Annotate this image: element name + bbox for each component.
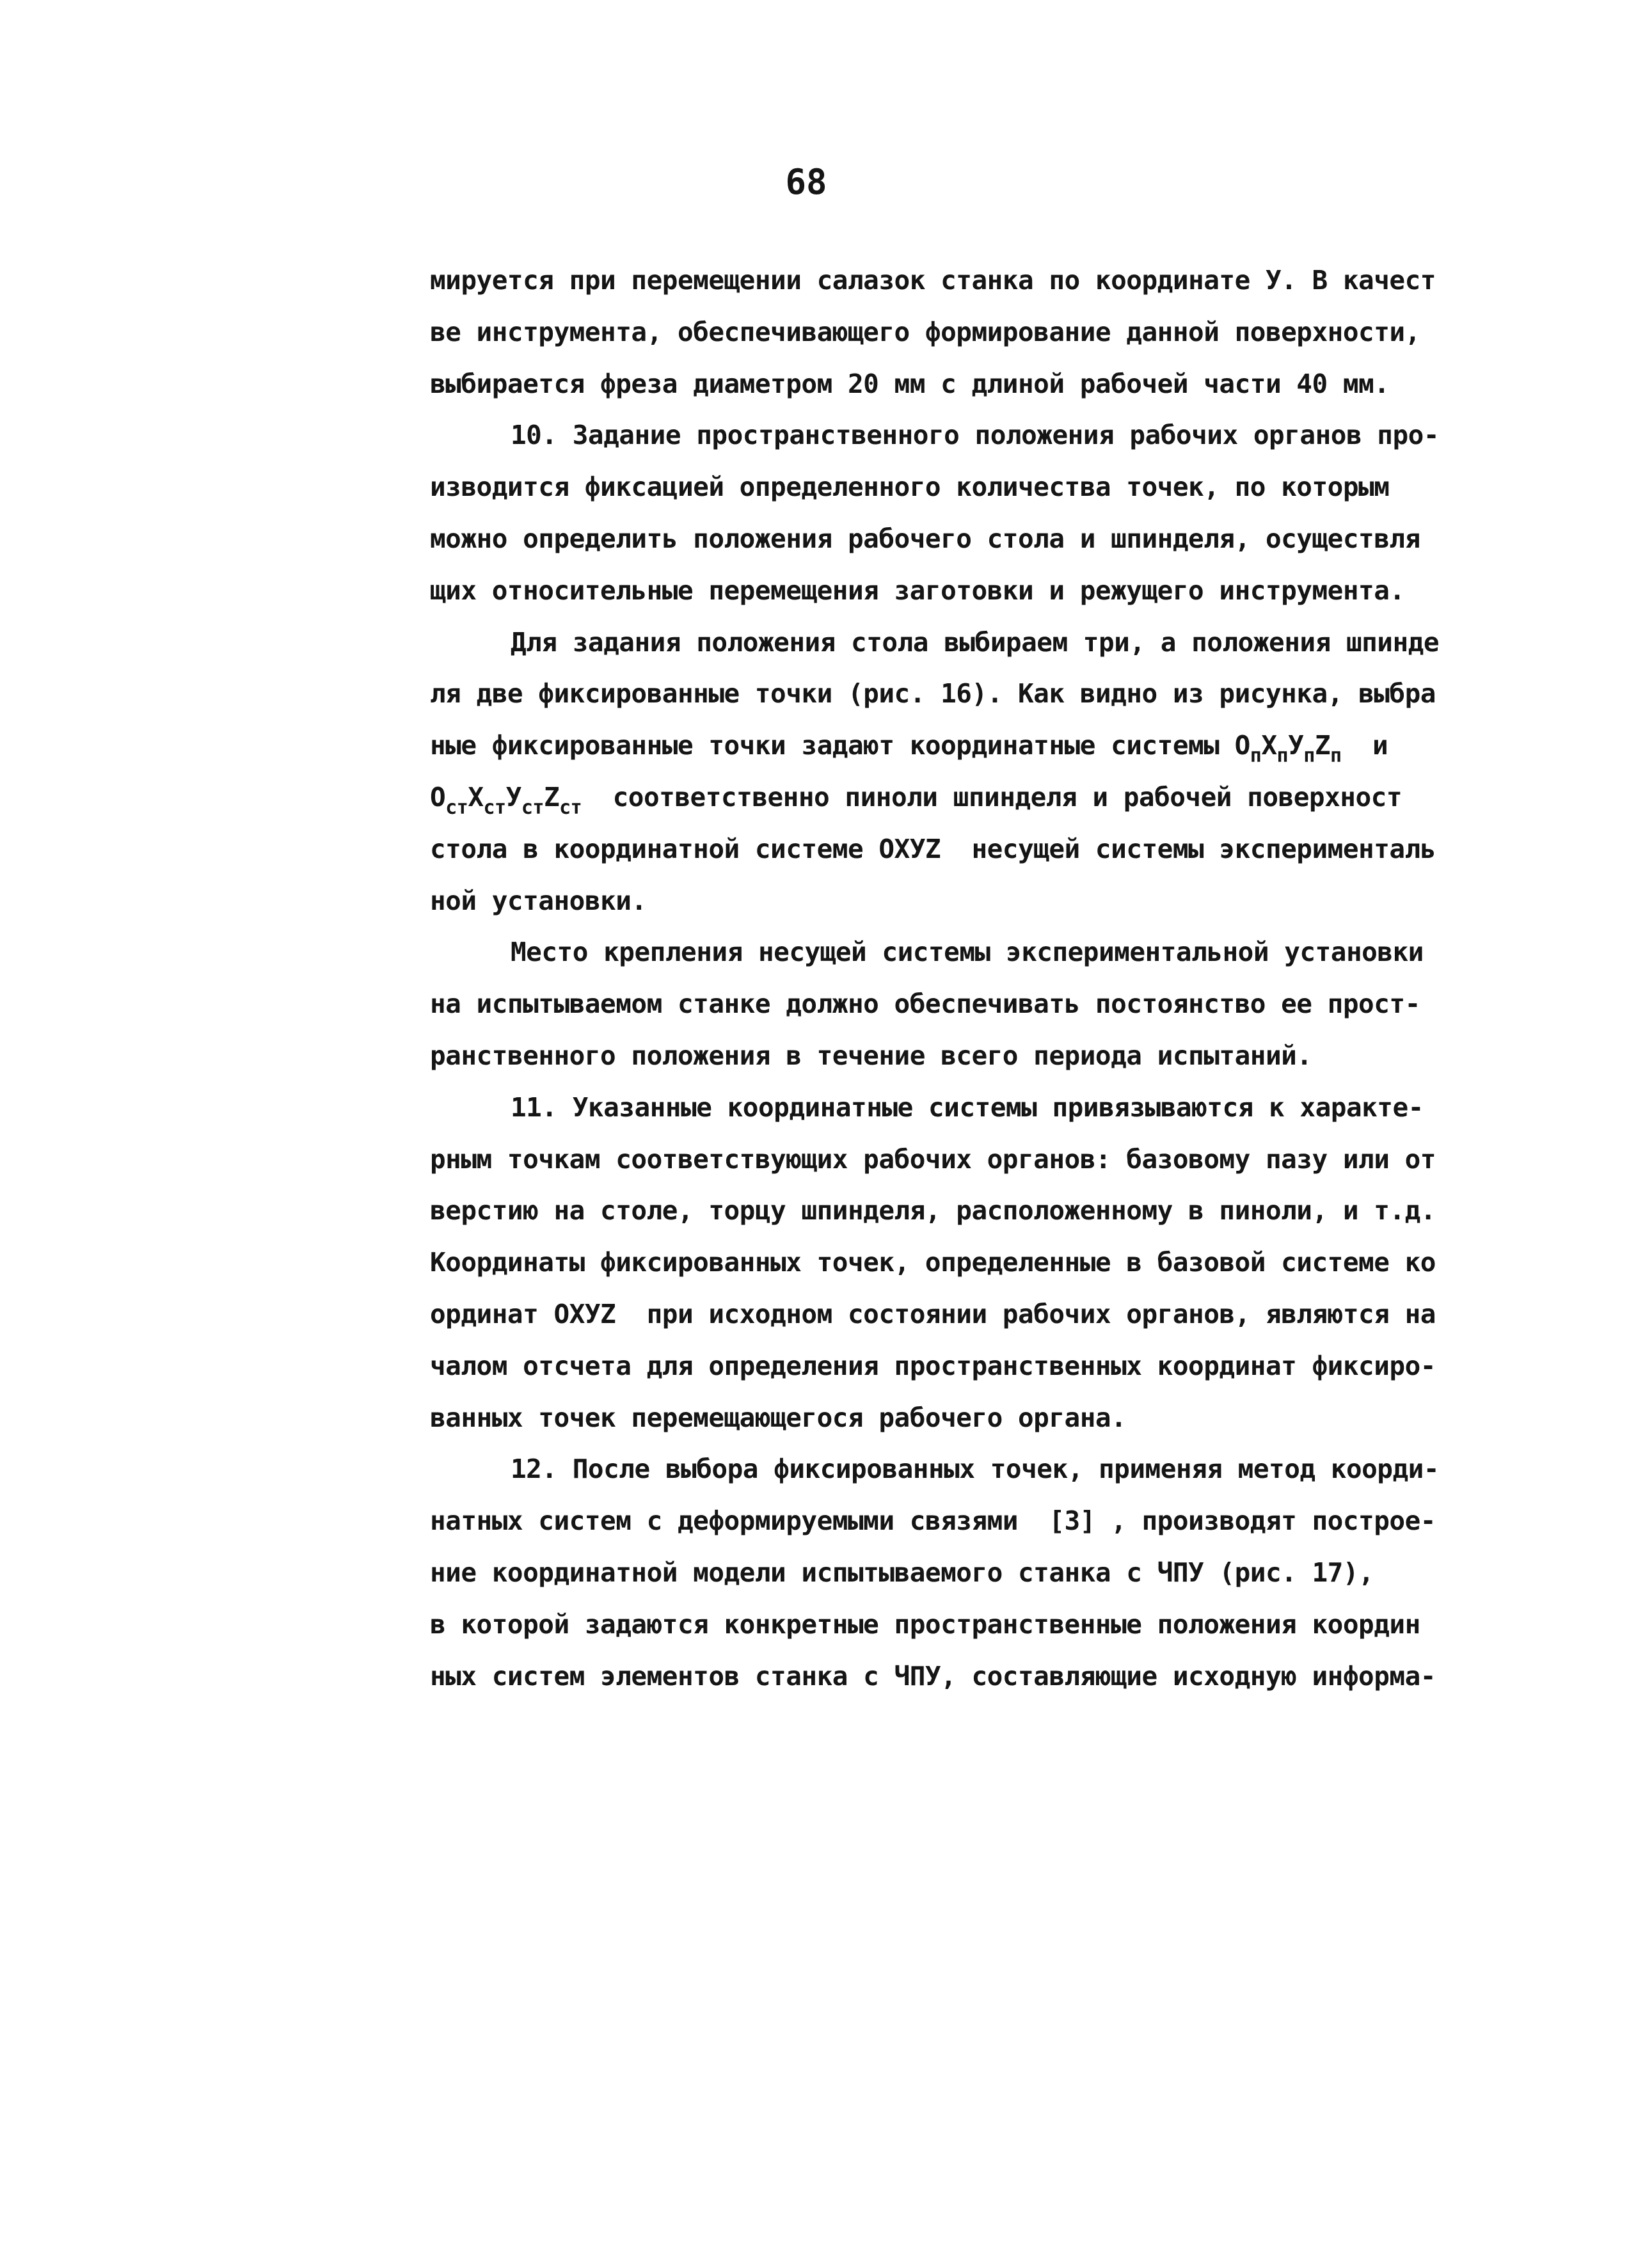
paragraph-start: Для задания положения стола выбираем три, а положения шпинде bbox=[511, 626, 1440, 658]
text-line: щих относительные перемещения заготовки и режущего инструмента. bbox=[430, 575, 1405, 606]
table-coordinate-system: $O_{ст}X_{ст}У_{ст}Z_{ст}$ bbox=[430, 781, 582, 819]
paragraph-start: Место крепления несущей системы экспериментальной установки bbox=[511, 937, 1424, 968]
text-fragment: соответственно пиноли шпинделя и рабочей поверхност bbox=[612, 781, 1403, 813]
text-line: ля две фиксированные точки (рис. 16). Как видно из рисунка, выбра bbox=[430, 678, 1436, 710]
text-line: стола в координатной системе ОХУZ несущей системы эксперименталь bbox=[430, 833, 1436, 864]
paragraph-10-start: 10. Задание пространственного положения рабочих органов про- bbox=[511, 420, 1440, 451]
text-line: верстию на столе, торцу шпинделя, расположенному в пиноли, и т.д. bbox=[430, 1195, 1436, 1226]
text-line: можно определить положения рабочего стола и шпинделя, осуществля bbox=[430, 523, 1420, 554]
text-line-with-formula bbox=[430, 772, 1447, 823]
text-line: мируется при перемещении салазок станка по координате У. В качест bbox=[430, 265, 1436, 296]
text-line: Координаты фиксированных точек, определенные в базовой системе ко bbox=[430, 1247, 1436, 1278]
text-fragment: ные фиксированные точки задают координатные системы bbox=[430, 730, 1220, 761]
text-line: ранственного положения в течение всего периода испытаний. bbox=[430, 1040, 1312, 1071]
text-line: в которой задаются конкретные пространственные положения координ bbox=[430, 1608, 1420, 1640]
text-line: ординат ОХУZ при исходном состоянии рабочих органов, являются на bbox=[430, 1298, 1436, 1329]
text-line-with-formula bbox=[430, 720, 1447, 772]
body-text bbox=[430, 255, 1447, 1702]
text-line: натных систем с деформируемыми связями [3] , производят построе- bbox=[430, 1505, 1436, 1537]
text-line: рным точкам соответствующих рабочих органов: базовому пазу или от bbox=[430, 1143, 1436, 1175]
paragraph-12-start: 12. После выбора фиксированных точек, применяя метод коорди- bbox=[511, 1454, 1440, 1485]
text-line: выбирается фреза диаметром 20 мм с длиной рабочей части 40 мм. bbox=[430, 368, 1390, 399]
text-line: ванных точек перемещающегося рабочего органа. bbox=[430, 1402, 1127, 1433]
text-line: ние координатной модели испытываемого станка с ЧПУ (рис. 17), bbox=[430, 1557, 1374, 1588]
text-line: изводится фиксацией определенного количества точек, по которым bbox=[430, 472, 1390, 503]
conjunction: и bbox=[1372, 730, 1388, 761]
text-line: чалом отсчета для определения пространственных координат фиксиро- bbox=[430, 1350, 1436, 1381]
spindle-coordinate-system: $O_пX_пУ_пZ_п$ bbox=[1234, 730, 1342, 768]
text-line: ве инструмента, обеспечивающего формирование данной поверхности, bbox=[430, 316, 1420, 347]
text-line: на испытываемом станке должно обеспечивать постоянство ее прост- bbox=[430, 988, 1420, 1020]
text-line: ной установки. bbox=[430, 885, 647, 916]
text-line: ных систем элементов станка с ЧПУ, составляющие исходную информа- bbox=[430, 1660, 1436, 1692]
paragraph-11-start: 11. Указанные координатные системы привязываются к характе- bbox=[511, 1091, 1424, 1123]
page-number: 68 bbox=[785, 162, 827, 202]
